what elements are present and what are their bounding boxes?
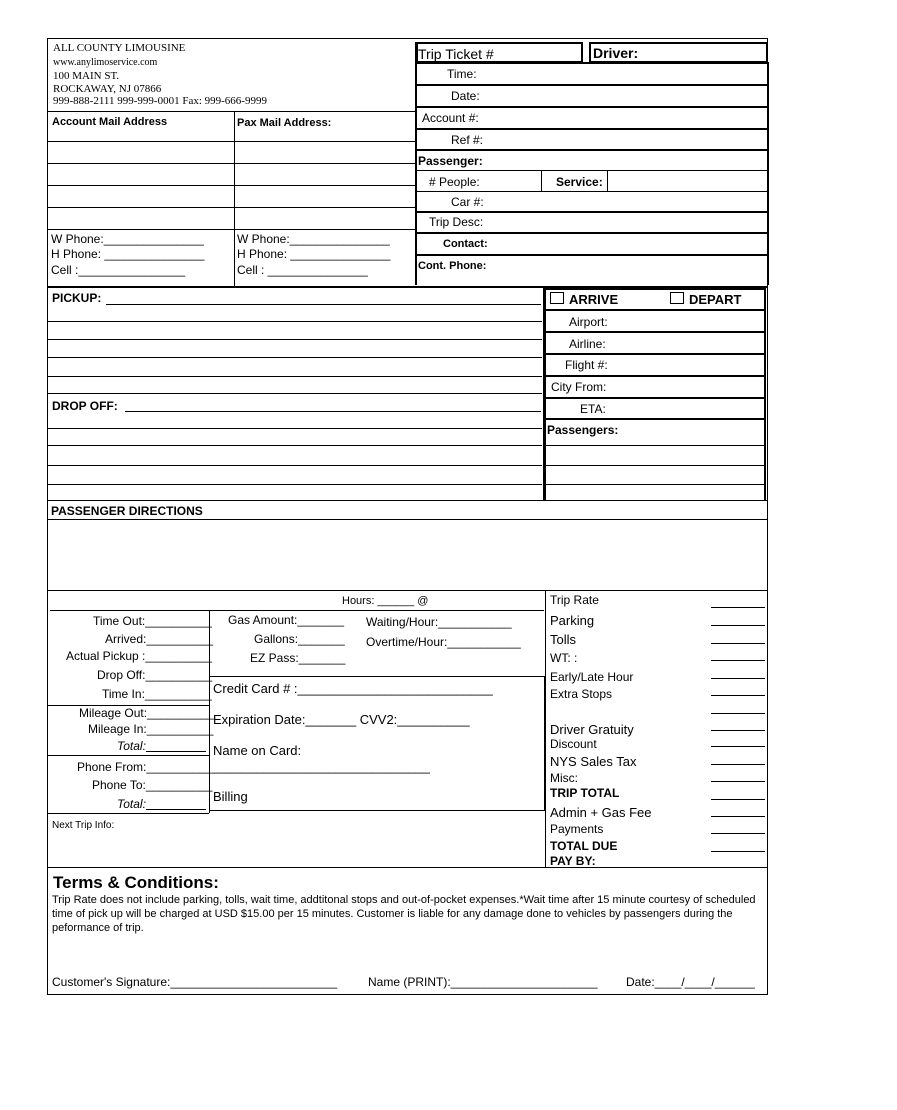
service-label: Service: [556, 175, 603, 189]
contact-label: Contact: [443, 238, 488, 250]
address-line[interactable] [48, 207, 415, 208]
company-name: ALL COUNTY LIMOUSINE [53, 42, 186, 54]
misc-label: Misc: [550, 771, 578, 785]
dropoff-label: DROP OFF: [52, 399, 118, 413]
billing-label: Billing [213, 789, 248, 804]
depart-checkbox[interactable] [670, 292, 684, 304]
trip-ticket-label: Trip Ticket # [418, 46, 494, 62]
company-phones: 999-888-2111 999-999-0001 Fax: 999-666-9999 [53, 95, 267, 107]
pax-mail-label: Pax Mail Address: [237, 117, 332, 129]
pickup-label: PICKUP: [52, 291, 102, 305]
phone-from-field[interactable]: Phone From:__________ [77, 760, 214, 774]
mileage-total-label: Total: [117, 739, 146, 753]
address-line[interactable] [48, 229, 415, 230]
rate-line[interactable] [711, 730, 765, 731]
ref-label: Ref #: [451, 133, 484, 147]
credit-card-field[interactable]: Credit Card # :___________________________ [213, 681, 493, 696]
divider [415, 170, 768, 171]
expiration-field[interactable]: Expiration Date:_______ CVV2:__________ [213, 712, 470, 727]
airline-label: Airline: [569, 337, 606, 351]
pickup-line[interactable] [48, 357, 542, 358]
rate-line[interactable] [711, 625, 765, 626]
divider [607, 170, 608, 191]
phone-total-label: Total: [117, 797, 146, 811]
divider [415, 232, 768, 234]
trip-desc-label: Trip Desc: [429, 215, 484, 229]
mileage-out-field[interactable]: Mileage Out:__________ [79, 706, 214, 720]
divider [544, 331, 766, 333]
divider [415, 42, 417, 285]
terms-body: Trip Rate does not include parking, tolls, wait time, addtitonal stops and out-of-pocket expenses.*Wait time after 15 minute courtesy of scheduled time of pick up will be charged at USD $15.00 per 15 minutes. Customer is liable for any damage done to vehicles by passengers during the peformance of trip. [52, 894, 756, 934]
divider [415, 149, 768, 151]
cont-phone-label: Cont. Phone: [418, 260, 487, 272]
name-on-card-field[interactable]: ______________________________ [213, 759, 430, 774]
cell-field[interactable]: Cell :________________ [51, 263, 186, 277]
divider [50, 610, 544, 611]
arrive-checkbox[interactable] [550, 292, 564, 304]
dropoff-line[interactable] [48, 445, 542, 446]
pickup-line[interactable] [48, 321, 542, 322]
divider [544, 418, 766, 420]
divider [415, 191, 768, 192]
city-from-label: City From: [551, 380, 607, 394]
divider [415, 84, 768, 86]
time-out-field[interactable]: Time Out:__________ [93, 614, 212, 628]
directions-label: PASSENGER DIRECTIONS [51, 504, 203, 518]
time-label: Time: [447, 67, 477, 81]
rate-line[interactable] [711, 764, 765, 765]
w-phone-field[interactable]: W Phone:_______________ [51, 232, 204, 246]
overtime-hour-field[interactable]: Overtime/Hour:___________ [366, 635, 521, 649]
rate-line[interactable] [711, 799, 765, 800]
next-trip-label: Next Trip Info: [52, 820, 115, 831]
arrive-label: ARRIVE [569, 292, 619, 307]
early-late-label: Early/Late Hour [550, 670, 634, 684]
account-label: Account #: [422, 111, 479, 125]
dropoff-line[interactable] [48, 465, 542, 466]
tolls-label: Tolls [550, 632, 577, 647]
terms-title: Terms & Conditions: [53, 873, 219, 892]
rate-line[interactable] [711, 678, 765, 679]
ez-pass-field[interactable]: EZ Pass:_______ [250, 651, 346, 665]
trip-total-label: TRIP TOTAL [550, 786, 620, 800]
rate-line[interactable] [711, 833, 765, 834]
h-phone-field[interactable]: H Phone: _______________ [51, 247, 205, 261]
divider [767, 62, 769, 285]
date-field[interactable]: Date:____/____/______ [626, 975, 755, 989]
divider [544, 309, 766, 311]
divider [48, 500, 768, 501]
drop-off-field[interactable]: Drop Off:__________ [97, 668, 213, 682]
driver-label: Driver: [593, 45, 639, 61]
pay-by-label: PAY BY: [550, 854, 596, 868]
payments-label: Payments [550, 822, 604, 836]
passenger-label: Passenger: [418, 154, 483, 168]
dropoff-line[interactable] [125, 411, 541, 412]
people-label: # People: [429, 175, 480, 189]
rate-line[interactable] [711, 607, 765, 608]
divider [415, 128, 768, 130]
passenger-line[interactable] [544, 484, 766, 485]
address-line[interactable] [48, 141, 415, 142]
pickup-line[interactable] [48, 376, 542, 377]
divider [544, 353, 766, 355]
airport-label: Airport: [569, 315, 608, 329]
rate-line[interactable] [711, 643, 765, 644]
eta-label: ETA: [580, 402, 606, 416]
rate-line[interactable] [711, 746, 765, 747]
parking-label: Parking [550, 613, 595, 628]
address-line[interactable] [48, 163, 415, 164]
hours-field[interactable]: Hours: ______ @ [342, 595, 429, 607]
car-label: Car #: [451, 195, 484, 209]
cell-field-2[interactable]: Cell : _______________ [237, 263, 368, 277]
divider [48, 867, 768, 868]
pickup-line[interactable] [48, 339, 542, 340]
pickup-line[interactable] [106, 304, 541, 305]
name-on-card-label: Name on Card: [213, 743, 302, 758]
time-in-field[interactable]: Time In:__________ [102, 687, 212, 701]
divider [48, 111, 415, 112]
trip-rate-label: Trip Rate [550, 593, 599, 607]
signature-field[interactable]: Customer's Signature:_________________________ [52, 975, 338, 989]
arrived-field[interactable]: Arrived:__________ [105, 632, 214, 646]
rate-line[interactable] [711, 713, 765, 714]
divider [415, 254, 768, 256]
directions-area[interactable] [48, 520, 767, 590]
account-mail-label: Account Mail Address [52, 116, 168, 128]
gas-amount-field[interactable]: Gas Amount:_______ [228, 613, 345, 627]
divider [544, 375, 766, 377]
flight-label: Flight #: [565, 358, 608, 372]
divider [541, 170, 542, 191]
phone-to-field[interactable]: Phone To:__________ [92, 778, 213, 792]
rate-line[interactable] [711, 851, 765, 852]
dropoff-line[interactable] [48, 484, 542, 485]
name-print-field[interactable]: Name (PRINT):______________________ [368, 975, 598, 989]
divider [415, 62, 768, 64]
wt-label: WT: : [550, 651, 578, 665]
dropoff-line[interactable] [48, 428, 542, 429]
depart-label: DEPART [689, 292, 742, 307]
company-website: www.anylimoservice.com [53, 57, 158, 68]
divider [415, 106, 768, 108]
divider [48, 813, 209, 814]
total-due-label: TOTAL DUE [550, 839, 618, 853]
rate-line[interactable] [711, 695, 765, 696]
rate-line[interactable] [711, 660, 765, 661]
actual-pickup-field[interactable]: Actual Pickup :__________ [66, 649, 213, 663]
gallons-field[interactable]: Gallons:_______ [254, 632, 345, 646]
address-line[interactable] [48, 185, 415, 186]
discount-label: Discount [550, 737, 597, 751]
company-city: ROCKAWAY, NJ 07866 [53, 83, 162, 95]
company-street: 100 MAIN ST. [53, 70, 120, 82]
w-phone-field-2[interactable]: W Phone:_______________ [237, 232, 390, 246]
rate-line[interactable] [711, 816, 765, 817]
divider [48, 590, 768, 591]
driver-gratuity-label: Driver Gratuity [550, 722, 634, 737]
divider [544, 397, 766, 399]
waiting-hour-field[interactable]: Waiting/Hour:___________ [366, 615, 512, 629]
mileage-in-field[interactable]: Mileage In:__________ [88, 722, 214, 736]
nys-tax-label: NYS Sales Tax [550, 754, 637, 769]
divider [234, 111, 235, 286]
divider [545, 591, 546, 867]
phone-total-line[interactable] [146, 809, 206, 810]
mileage-total-line[interactable] [146, 751, 206, 752]
date-label: Date: [451, 89, 480, 103]
h-phone-field-2[interactable]: H Phone: _______________ [237, 247, 391, 261]
divider [48, 755, 209, 756]
divider [415, 211, 768, 213]
passenger-line[interactable] [544, 445, 766, 446]
divider [48, 393, 542, 394]
passengers-label: Passengers: [547, 423, 619, 437]
rate-line[interactable] [711, 781, 765, 782]
extra-stops-label: Extra Stops [550, 687, 613, 701]
admin-gas-label: Admin + Gas Fee [550, 805, 652, 820]
passenger-line[interactable] [544, 465, 766, 466]
